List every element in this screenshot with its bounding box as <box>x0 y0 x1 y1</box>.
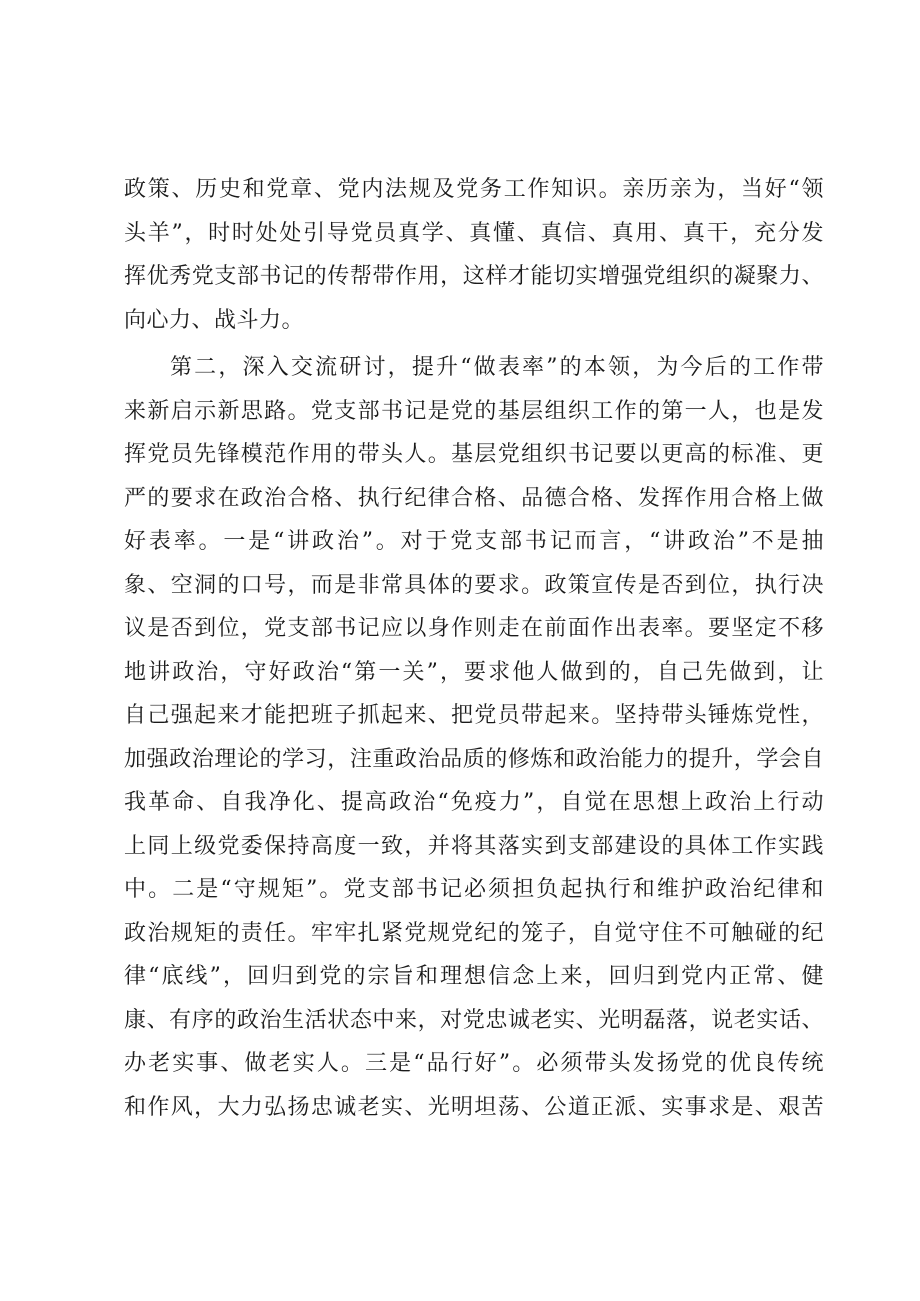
paragraph-line: 和作风，大力弘扬忠诚老实、光明坦荡、公道正派、实事求是、艰苦 <box>124 1094 824 1120</box>
paragraph-line: 康、有序的政治生活状态中来，对党忠诚老实、光明磊落，说老实话、 <box>124 1007 824 1033</box>
paragraph-line: 我革命、自我净化、提高政治“免疫力”，自觉在思想上政治上行动 <box>124 790 824 815</box>
paragraph-line: 象、空洞的口号，而是非常具体的要求。政策宣传是否到位，执行决 <box>124 572 824 598</box>
paragraph-2 <box>124 346 824 1129</box>
paragraph-line: 来新启示新思路。党支部书记是党的基层组织工作的第一人，也是发 <box>124 398 824 424</box>
paragraph-line: 上同上级党委保持高度一致，并将其落实到支部建设的具体工作实践 <box>124 833 824 859</box>
paragraph-line: 向心力、战斗力。 <box>124 307 305 333</box>
paragraph-line: 议是否到位，党支部书记应以身作则走在前面作出表率。要坚定不移 <box>124 616 824 641</box>
paragraph-line: 律“底线”，回归到党的宗旨和理想信念上来，回归到党内正常、健 <box>124 964 824 989</box>
paragraph-line: 政策、历史和党章、党内法规及党务工作知识。亲历亲为，当好“领 <box>124 177 824 202</box>
paragraph-line: 挥优秀党支部书记的传帮带作用，这样才能切实增强党组织的凝聚力、 <box>124 264 824 289</box>
paragraph-line: 头羊”，时时处处引导党员真学、真懂、真信、真用、真干，充分发 <box>124 220 824 246</box>
paragraph-line: 地讲政治，守好政治“第一关”，要求他人做到的，自己先做到，让 <box>124 659 824 685</box>
paragraph-line: 严的要求在政治合格、执行纪律合格、品德合格、发挥作用合格上做 <box>124 485 824 511</box>
paragraph-line: 自己强起来才能把班子抓起来、把党员带起来。坚持带头锤炼党性， <box>124 703 824 728</box>
paragraph-line: 中。二是“守规矩”。党支部书记必须担负起执行和维护政治纪律和 <box>124 877 824 902</box>
paragraph-line: 政治规矩的责任。牢牢扎紧党规党纪的笼子，自觉守住不可触碰的纪 <box>124 920 824 946</box>
paragraph-line: 好表率。一是“讲政治”。对于党支部书记而言，“讲政治”不是抽 <box>124 529 824 554</box>
paragraph-line: 挥党员先锋模范作用的带头人。基层党组织书记要以更高的标准、更 <box>124 442 824 467</box>
paragraph-line: 办老实事、做老实人。三是“品行好”。必须带头发扬党的优良传统 <box>124 1051 824 1076</box>
paragraph-line: 加强政治理论的学习，注重政治品质的修炼和政治能力的提升，学会自 <box>124 746 824 772</box>
paragraph-1 <box>124 168 824 342</box>
document-body <box>124 168 824 1129</box>
paragraph-line: 第二，深入交流研讨，提升“做表率”的本领，为今后的工作带 <box>170 355 824 380</box>
